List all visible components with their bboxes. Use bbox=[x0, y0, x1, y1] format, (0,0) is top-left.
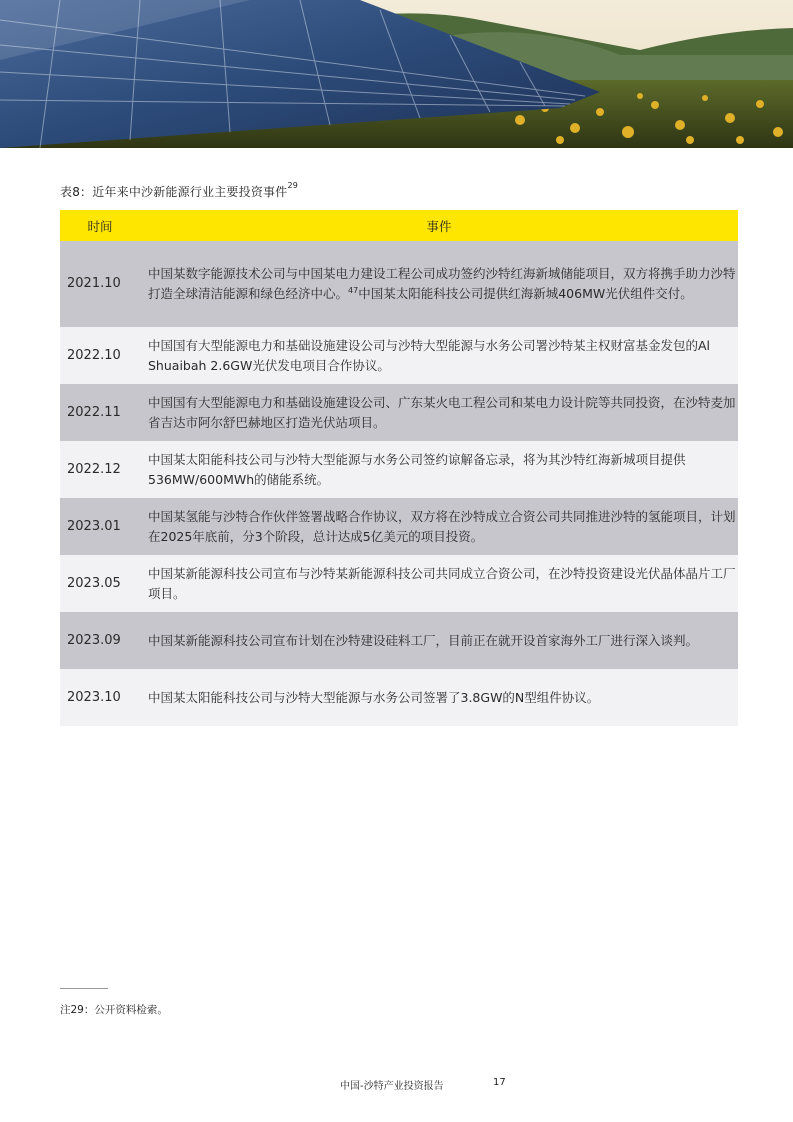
header-event: 事件 bbox=[426, 218, 452, 234]
table-row bbox=[60, 327, 738, 384]
row-date: 2023.09 bbox=[67, 632, 121, 648]
row-event: 中国某新能源科技公司宣布与沙特某新能源科技公司共同成立合资公司，在沙特投资建设光伏晶体晶片工厂项目。 bbox=[148, 565, 736, 601]
row-date: 2021.10 bbox=[67, 276, 121, 291]
row-event bbox=[148, 264, 738, 304]
caption-text: 表8：近年来中沙新能源行业主要投资事件 bbox=[60, 185, 288, 199]
row-date: 2022.10 bbox=[67, 347, 121, 363]
row-date: 2023.10 bbox=[67, 689, 121, 705]
caption-footnote-ref: 29 bbox=[287, 181, 299, 190]
row-event: 中国某新能源科技公司宣布计划在沙特建设硅料工厂，目前正在就开设首家海外工厂进行深入谈判。 bbox=[148, 632, 699, 648]
row-date: 2022.11 bbox=[67, 404, 121, 420]
table-row bbox=[60, 241, 738, 327]
hero-image bbox=[0, 0, 793, 148]
footer-title: 中国-沙特产业投资报告 bbox=[340, 1081, 444, 1092]
table-row bbox=[60, 441, 738, 498]
page-number: 17 bbox=[493, 1077, 506, 1088]
row-event: 中国某太阳能科技公司与沙特大型能源与水务公司签约谅解备忘录，将为其沙特红海新城项目提供536MW/600MWh的储能系统。 bbox=[148, 451, 686, 487]
table-row bbox=[60, 498, 738, 555]
footnote-divider bbox=[60, 988, 108, 989]
table-header bbox=[60, 210, 738, 241]
row-event-text-cont: 中国某太阳能科技公司提供红海新城406MW光伏组件交付。 bbox=[358, 286, 693, 301]
row-event-text: 中国某数字能源技术公司与中国某电力建设工程公司成功签约沙特红海新城储能项目，双方将携手助力沙特打造全球清洁能源和绿色经济中心。 bbox=[148, 266, 736, 301]
row-date: 2023.01 bbox=[67, 518, 121, 534]
row-event: 中国国有大型能源电力和基础设施建设公司与沙特大型能源与水务公司署沙特某主权财富基金发包的Al Shuaibah 2.6GW光伏发电项目合作协议。 bbox=[148, 337, 711, 373]
row-event: 中国某太阳能科技公司与沙特大型能源与水务公司签署了3.8GW的N型组件协议。 bbox=[148, 689, 600, 705]
table-caption bbox=[60, 183, 298, 200]
row-date: 2023.05 bbox=[67, 575, 121, 591]
header-time: 时间 bbox=[87, 218, 113, 234]
table-row bbox=[60, 612, 738, 669]
row-event: 中国国有大型能源电力和基础设施建设公司、广东某火电工程公司和某电力设计院等共同投资，在沙特麦加省吉达市阿尔舒巴赫地区打造光伏站项目。 bbox=[148, 394, 736, 430]
table-row bbox=[60, 555, 738, 612]
investment-events-table bbox=[60, 210, 738, 726]
table-row bbox=[60, 669, 738, 726]
row-event: 中国某氢能与沙特合作伙伴签署战略合作协议，双方将在沙特成立合资公司共同推进沙特的氢能项目，计划在2025年底前，分3个阶段，总计达成5亿美元的项目投资。 bbox=[148, 508, 736, 544]
row-date: 2022.12 bbox=[67, 461, 121, 477]
solar-field-illustration bbox=[0, 0, 793, 148]
event-footnote-ref: 47 bbox=[348, 286, 359, 295]
table-row bbox=[60, 384, 738, 441]
footnote: 注29：公开资料检索。 bbox=[60, 1004, 168, 1016]
